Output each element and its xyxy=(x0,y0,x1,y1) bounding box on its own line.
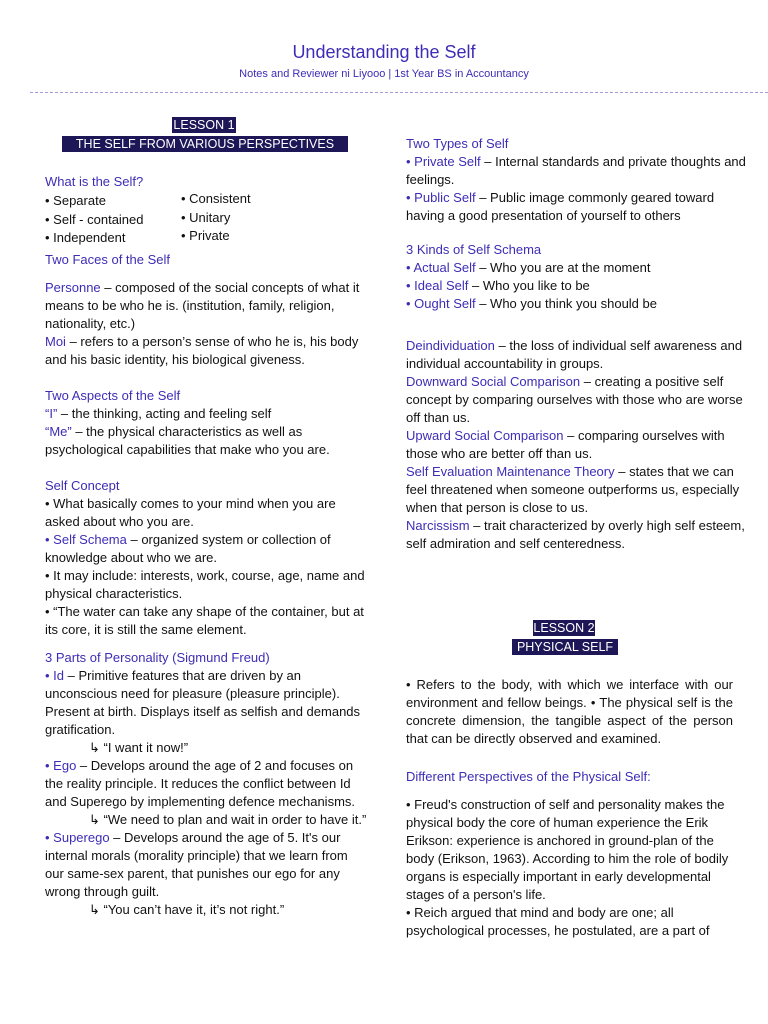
downward-comparison-definition: Downward Social Comparison – creating a positive self concept by comparing ourselves with those who are worse off than us. xyxy=(406,374,743,425)
ego-term: • Ego xyxy=(45,758,77,773)
page-title: Understanding the Self xyxy=(292,42,476,62)
self-concept-heading: Self Concept xyxy=(45,478,120,493)
sem-theory-definition: Self Evaluation Maintenance Theory – states that we can feel threatened when someone outperforms us, especially when that person is close to us. xyxy=(406,464,740,515)
lesson2-heading: PHYSICAL SELF xyxy=(512,639,618,655)
perspectives-heading: Different Perspectives of the Physical Self: xyxy=(406,769,651,784)
lesson1-label: LESSON 1 xyxy=(173,118,235,132)
deindividuation-definition: Deindividuation – the loss of individual self awareness and individual accountability in groups. xyxy=(406,338,743,371)
downward-comparison-term: Downward Social Comparison xyxy=(406,374,581,389)
two-faces-heading: Two Faces of the Self xyxy=(45,252,171,267)
freud-heading: 3 Parts of Personality (Sigmund Freud) xyxy=(45,650,270,665)
two-aspects-heading: Two Aspects of the Self xyxy=(45,388,181,403)
personne-term: Personne xyxy=(45,280,101,295)
list-item: • Unitary xyxy=(181,209,231,225)
left-column-body xyxy=(45,251,370,919)
id-definition: • Id – Primitive features that are driven by an unconscious need for pleasure (pleasure principle). Present at birth. Displays itself as selfish and demands gratification. xyxy=(45,668,361,737)
self-concept-bullet: • What basically comes to your mind when you are asked about who you are. xyxy=(45,496,336,529)
ego-definition: • Ego – Develops around the age of 2 and focuses on the reality principle. It reduces the conflict between Id and Superego by implementing defence mechanisms. xyxy=(45,758,356,809)
me-definition: “Me” – the physical characteristics as well as psychological capabilities that make who you are. xyxy=(45,424,330,457)
header-divider xyxy=(30,92,768,93)
freud-erikson-paragraph: • Freud's construction of self and personality makes the physical body the core of human experience the Erik Erikson: experience is anchored in ground-plan of the body (Erikson, 1963). According to him the role of bodily organs is especially important in early developmental stages of a person's life. xyxy=(406,797,729,902)
two-types-heading: Two Types of Self xyxy=(406,136,509,151)
sem-theory-term: Self Evaluation Maintenance Theory xyxy=(406,464,615,479)
id-term: • Id xyxy=(45,668,65,683)
what-is-self-list-left xyxy=(45,192,185,248)
left-column xyxy=(45,173,365,191)
right-column xyxy=(406,135,751,553)
i-term: “I” xyxy=(45,406,58,421)
moi-definition: Moi – refers to a person’s sense of who he is, his body and his basic identity, his biological giveness. xyxy=(45,334,359,367)
i-definition: “I” – the thinking, acting and feeling self xyxy=(45,406,272,421)
list-item: • Separate xyxy=(45,193,106,208)
lesson2-label: LESSON 2 xyxy=(533,621,595,635)
reich-paragraph: • Reich argued that mind and body are one; all psychological processes, he postulated, are a part of xyxy=(406,905,710,938)
upward-comparison-definition: Upward Social Comparison – comparing ourselves with those who are better off than us. xyxy=(406,428,725,461)
physical-self-intro: • Refers to the body, with which we interface with our environment and fellow beings. • The physical self is the concrete dimension, the tangible aspect of the person that can be directly observed and examined. xyxy=(406,677,733,746)
schema-heading: 3 Kinds of Self Schema xyxy=(406,242,542,257)
ego-quote: ↳ “We need to plan and wait in order to have it.” xyxy=(89,812,367,827)
lesson1-heading: THE SELF FROM VARIOUS PERSPECTIVES xyxy=(62,136,348,152)
self-schema-bullet: • Self Schema – organized system or collection of knowledge about who we are. xyxy=(45,532,331,565)
physical-self-body xyxy=(406,676,733,940)
superego-term: • Superego xyxy=(45,830,110,845)
id-quote: ↳ “I want it now!” xyxy=(89,740,189,755)
list-item: • Independent xyxy=(45,230,126,245)
public-self-definition: • Public Self – Public image commonly geared toward having a good presentation of yourself to others xyxy=(406,190,715,223)
page-subtitle: Notes and Reviewer ni Liyooo | 1st Year BS in Accountancy xyxy=(239,68,529,80)
list-item: • Private xyxy=(181,228,230,243)
self-concept-quote: • “The water can take any shape of the container, but at its core, it is still the same element. xyxy=(45,604,364,637)
upward-comparison-term: Upward Social Comparison xyxy=(406,428,564,443)
what-is-self-heading: What is the Self? xyxy=(45,174,144,189)
superego-definition: • Superego – Develops around the age of 5. It's our internal morals (morality principle) that we learn from our same-sex parent, that punishes our ego for any wrong through guilt. xyxy=(45,830,348,899)
deindividuation-term: Deindividuation xyxy=(406,338,495,353)
self-schema-term: • Self Schema xyxy=(45,532,127,547)
what-is-self-list-right xyxy=(181,190,301,246)
actual-self-definition: • Actual Self – Who you are at the moment xyxy=(406,260,651,275)
public-self-term: • Public Self xyxy=(406,190,476,205)
personne-definition: Personne – composed of the social concepts of what it means to be who he is. (institution, family, religion, nationality, etc.) xyxy=(45,280,360,331)
private-self-term: • Private Self xyxy=(406,154,481,169)
superego-quote: ↳ “You can’t have it, it’s not right.” xyxy=(89,902,285,917)
narcissism-definition: Narcissism – trait characterized by overly high self esteem, self admiration and self centeredness. xyxy=(406,518,745,551)
narcissism-term: Narcissism xyxy=(406,518,470,533)
actual-self-term: • Actual Self xyxy=(406,260,476,275)
private-self-definition: • Private Self – Internal standards and private thoughts and feelings. xyxy=(406,154,746,187)
ideal-self-definition: • Ideal Self – Who you like to be xyxy=(406,278,590,293)
list-item: • Self - contained xyxy=(45,211,144,227)
ought-self-term: • Ought Self xyxy=(406,296,476,311)
list-item: • Consistent xyxy=(181,191,251,206)
ideal-self-term: • Ideal Self xyxy=(406,278,469,293)
self-concept-bullet: • It may include: interests, work, course, age, name and physical characteristics. xyxy=(45,568,365,601)
moi-term: Moi xyxy=(45,334,66,349)
me-term: “Me” xyxy=(45,424,72,439)
ought-self-definition: • Ought Self – Who you think you should be xyxy=(406,296,657,311)
